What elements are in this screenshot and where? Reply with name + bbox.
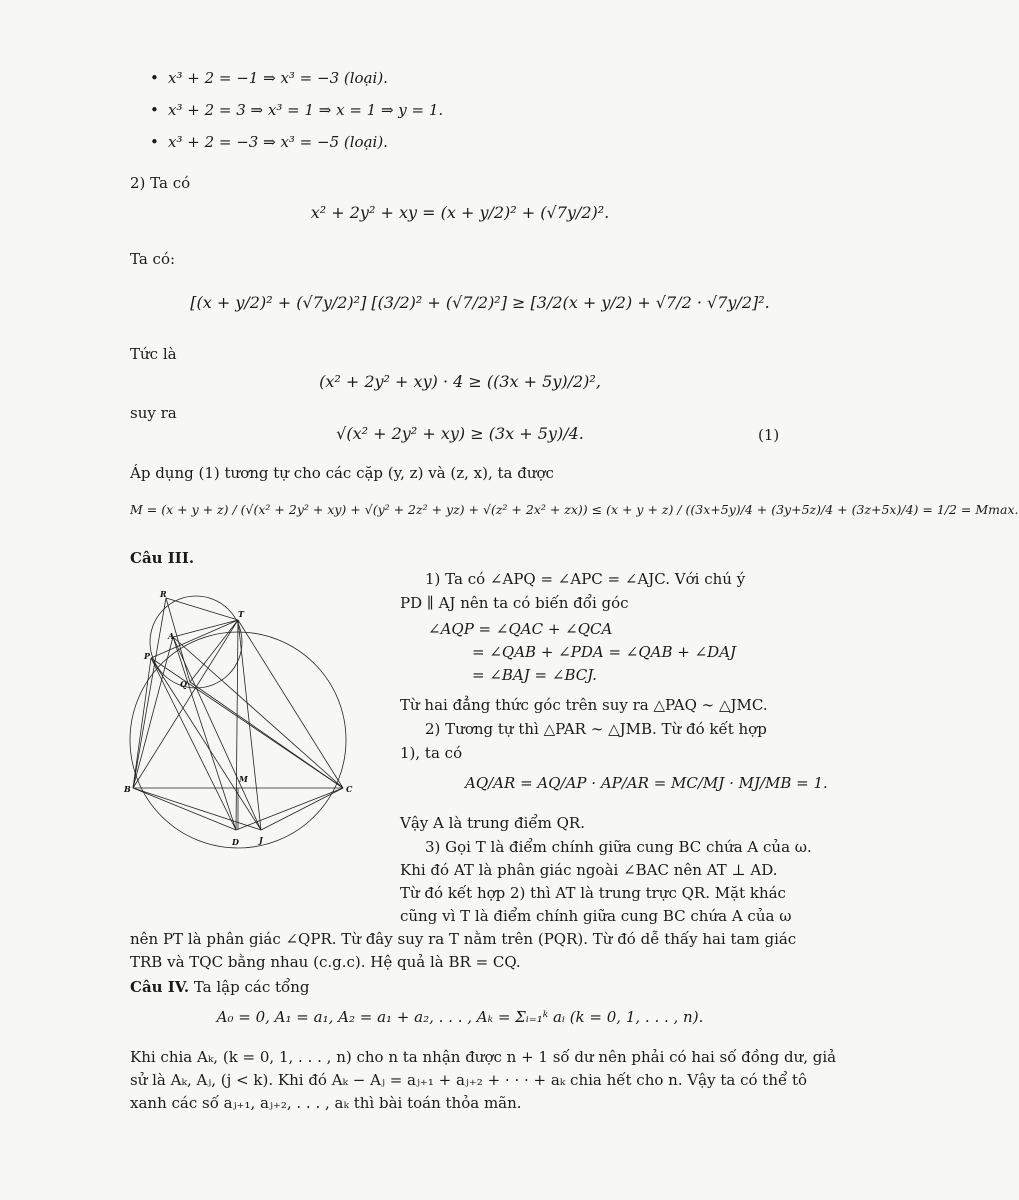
bullet-line-2: • x³ + 2 = 3 ⇒ x³ = 1 ⇒ x = 1 ⇒ y = 1. bbox=[168, 101, 443, 119]
label-q: Q bbox=[180, 679, 187, 689]
label-j: J bbox=[259, 835, 263, 845]
cau4-p3: xanh các số aⱼ₊₁, aⱼ₊₂, . . . , aₖ thì bài toán thỏa mãn. bbox=[130, 1094, 522, 1112]
ratio-equation: AQ/AR = AQ/AP · AP/AR = MC/MJ · MJ/MB = 1. bbox=[465, 774, 828, 792]
cau4-heading: Câu IV. bbox=[130, 978, 190, 996]
taco-label: Ta có: bbox=[130, 250, 176, 268]
cau3-p5d: cũng vì T là điểm chính giữa cung BC chứa A của ω bbox=[400, 907, 792, 925]
cau3-p4: Vậy A là trung điểm QR. bbox=[400, 814, 585, 832]
cau3-p5b: Khi đó AT là phân giác ngoài ∠BAC nên AT ⊥ AD. bbox=[400, 861, 778, 879]
sums-equation: A₀ = 0, A₁ = a₁, A₂ = a₁ + a₂, . . . , Aₖ = Σᵢ₌₁ᵏ aᵢ (k = 0, 1, . . . , n). bbox=[216, 1008, 704, 1026]
cau3-p3b: 1), ta có bbox=[400, 744, 463, 762]
angle-line-3: = ∠BAJ = ∠BCJ. bbox=[472, 666, 597, 684]
label-t: T bbox=[238, 609, 244, 619]
angle-line-1: ∠AQP = ∠QAC + ∠QCA bbox=[428, 620, 613, 638]
equation-4: √(x² + 2y² + xy) ≥ (3x + 5y)/4. bbox=[336, 424, 584, 443]
cau3-p3a: 2) Tương tự thì △PAR ∼ △JMB. Từ đó kết hợp bbox=[425, 720, 767, 738]
label-m: M bbox=[239, 774, 248, 784]
equation-4-tag: (1) bbox=[758, 426, 780, 444]
apply-text: Áp dụng (1) tương tự cho các cặp (y, z) và (z, x), ta được bbox=[130, 464, 554, 482]
geometry-figure bbox=[118, 590, 358, 860]
equation-3: (x² + 2y² + xy) · 4 ≥ ((3x + 5y)/2)², bbox=[319, 372, 601, 391]
part2-intro: 2) Ta có bbox=[130, 174, 191, 192]
label-b: B bbox=[124, 784, 131, 794]
cau3-p1a: 1) Ta có ∠APQ = ∠APC = ∠AJC. Với chú ý bbox=[425, 570, 746, 588]
label-c: C bbox=[346, 784, 353, 794]
cau3-p5c: Từ đó kết hợp 2) thì AT là trung trực QR. Mặt khác bbox=[400, 884, 786, 902]
cau4-p1: Khi chia Aₖ, (k = 0, 1, . . . , n) cho n ta nhận được n + 1 số dư nên phải có hai số đồng dư, giả bbox=[130, 1048, 837, 1066]
cau4-p2: sử là Aₖ, Aⱼ, (j < k). Khi đó Aₖ − Aⱼ = aⱼ₊₁ + aⱼ₊₂ + · · · + aₖ chia hết cho n. Vậy ta có thể tô bbox=[130, 1071, 808, 1089]
bullet-line-1: • x³ + 2 = −1 ⇒ x³ = −3 (loại). bbox=[168, 69, 388, 87]
cau4-lead: Ta lập các tổng bbox=[189, 978, 310, 996]
cau4-heading-line bbox=[130, 978, 309, 996]
cau3-p1b: PD ∥ AJ nên ta có biến đổi góc bbox=[400, 594, 629, 612]
tucla-label: Tức là bbox=[130, 345, 177, 363]
cau3-heading: Câu III. bbox=[130, 549, 195, 567]
cau3-p6b: TRB và TQC bằng nhau (c.g.c). Hệ quả là BR = CQ. bbox=[130, 953, 521, 971]
equation-5: M = (x + y + z) / (√(x² + 2y² + xy) + √(y² + 2z² + yz) + √(z² + 2x² + zx)) ≤ (x + y + z) / ((3x+5y)/4 + (3y+5z)/4 + (3z+5x)/4) = 1/2 = Mmax. bbox=[130, 502, 1019, 517]
label-p: P bbox=[144, 651, 151, 661]
cau3-p6a: nên PT là phân giác ∠QPR. Từ đây suy ra T nằm trên (PQR). Từ đó dễ thấy hai tam giác bbox=[130, 930, 797, 948]
equation-2: [(x + y/2)² + (√7y/2)²] [(3/2)² + (√7/2)²] ≥ [3/2(x + y/2) + √7/2 · √7y/2]². bbox=[190, 293, 770, 312]
label-a: A bbox=[168, 631, 175, 641]
angle-line-2: = ∠QAB + ∠PDA = ∠QAB + ∠DAJ bbox=[472, 643, 737, 661]
label-d: D bbox=[232, 837, 239, 847]
cau3-p2: Từ hai đẳng thức góc trên suy ra △PAQ ∼ △JMC. bbox=[400, 696, 768, 714]
equation-1: x² + 2y² + xy = (x + y/2)² + (√7y/2)². bbox=[310, 203, 610, 222]
cau3-p5a: 3) Gọi T là điểm chính giữa cung BC chứa A của ω. bbox=[425, 838, 812, 856]
suyra-label: suy ra bbox=[130, 404, 177, 422]
label-r: R bbox=[160, 589, 167, 599]
bullet-line-3: • x³ + 2 = −3 ⇒ x³ = −5 (loại). bbox=[168, 133, 388, 151]
